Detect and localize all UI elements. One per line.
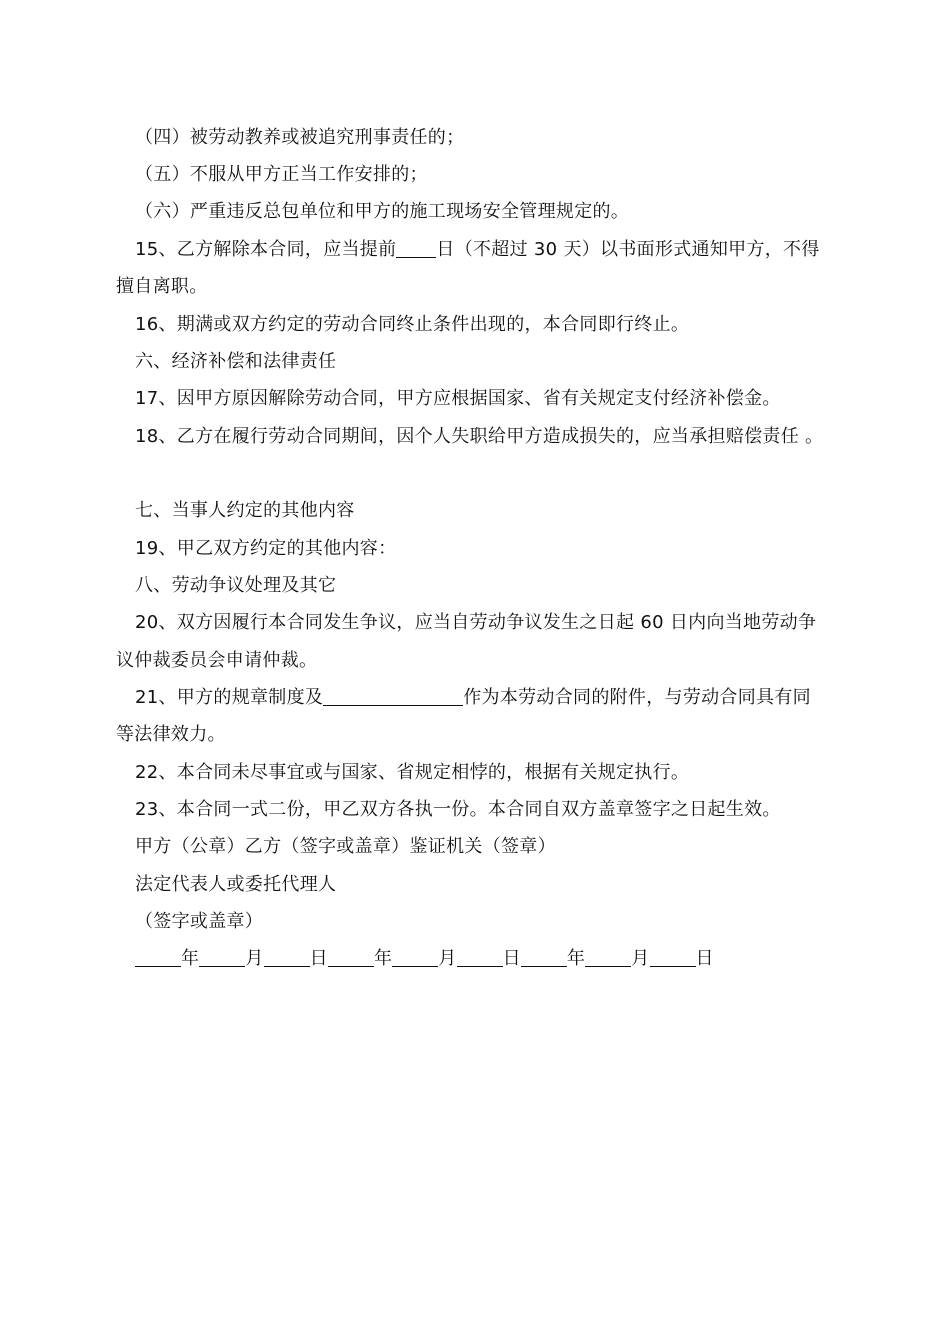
date-unit: 月 xyxy=(245,948,264,969)
date-unit: 月 xyxy=(631,948,650,969)
clause-15-line-2: 擅自离职。 xyxy=(116,276,208,297)
clause-15-text-a: 15、乙方解除本合同，应当提前 xyxy=(135,239,397,260)
date-blank xyxy=(135,948,181,967)
date-blank xyxy=(521,948,567,967)
date-unit: 月 xyxy=(438,948,457,969)
clause-15-text-b: 日（不超过 30 天）以书面形式通知甲方，不得 xyxy=(436,239,820,260)
sign-or-seal-label: （签字或盖章） xyxy=(135,911,264,932)
date-blank xyxy=(328,948,374,967)
clause-item-4: （四）被劳动教养或被追究刑事责任的； xyxy=(135,127,465,148)
date-blank xyxy=(650,948,696,967)
clause-23: 23、本合同一式二份，甲乙双方各执一份。本合同自双方盖章签字之日起生效。 xyxy=(135,799,781,820)
clause-19: 19、甲乙双方约定的其他内容： xyxy=(135,538,397,559)
legal-representative-label: 法定代表人或委托代理人 xyxy=(135,874,337,895)
date-blank xyxy=(585,948,631,967)
clause-item-6: （六）严重违反总包单位和甲方的施工现场安全管理规定的。 xyxy=(135,201,630,222)
signature-dates xyxy=(135,947,714,971)
date-unit: 日 xyxy=(309,948,328,969)
clause-21-line-1 xyxy=(135,686,811,710)
section-6-heading: 六、经济补偿和法律责任 xyxy=(135,351,337,372)
clause-21-line-2: 等法律效力。 xyxy=(116,724,226,745)
clause-22: 22、本合同未尽事宜或与国家、省规定相悖的，根据有关规定执行。 xyxy=(135,762,690,783)
clause-21-text-b: 作为本劳动合同的附件，与劳动合同具有同 xyxy=(463,687,811,708)
clause-20-line-2: 议仲裁委员会申请仲裁。 xyxy=(116,650,318,671)
date-unit: 年 xyxy=(373,948,393,969)
date-unit: 年 xyxy=(181,948,200,969)
clause-15-line-1 xyxy=(135,238,820,262)
date-unit: 日 xyxy=(502,948,521,969)
clause-16: 16、期满或双方约定的劳动合同终止条件出现的，本合同即行终止。 xyxy=(135,314,690,335)
notice-days-blank xyxy=(396,239,436,258)
signature-parties: 甲方（公章）乙方（签字或盖章）鉴证机关（签章） xyxy=(135,836,556,857)
date-blank xyxy=(392,948,438,967)
section-8-heading: 八、劳动争议处理及其它 xyxy=(135,575,337,596)
date-blank xyxy=(457,948,503,967)
clause-21-text-a: 21、甲方的规章制度及 xyxy=(135,687,324,708)
clause-20-line-1: 20、双方因履行本合同发生争议，应当自劳动争议发生之日起 60 日内向当地劳动争 xyxy=(135,612,817,633)
section-7-heading: 七、当事人约定的其他内容 xyxy=(135,500,355,521)
attachment-blank xyxy=(323,687,463,706)
date-blank xyxy=(199,948,245,967)
clause-18: 18、乙方在履行劳动合同期间，因个人失职给甲方造成损失的，应当承担赔偿责任 。 xyxy=(135,426,824,447)
date-blank xyxy=(264,948,310,967)
clause-item-5: （五）不服从甲方正当工作安排的； xyxy=(135,164,428,185)
date-unit: 日 xyxy=(695,948,714,969)
date-unit: 年 xyxy=(566,948,586,969)
clause-17: 17、因甲方原因解除劳动合同，甲方应根据国家、省有关规定支付经济补偿金。 xyxy=(135,388,781,409)
